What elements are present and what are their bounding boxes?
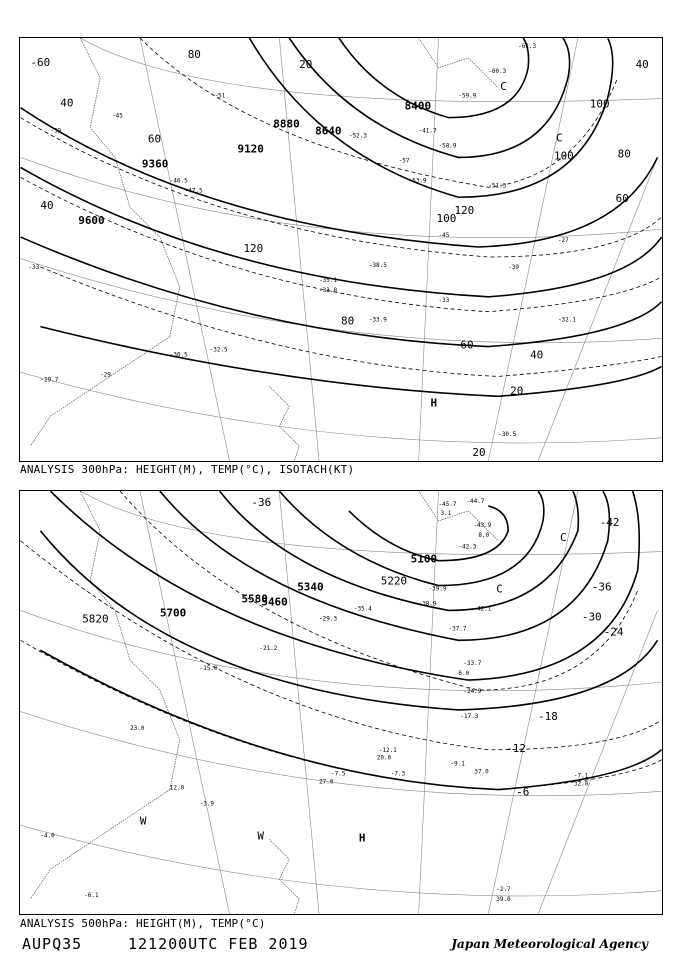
temp-obs-labels [28, 43, 576, 438]
temp-contour-label: -36 [591, 580, 612, 594]
temp-label: -51.3 [488, 182, 507, 190]
temp-contour-label: -30 [581, 610, 602, 624]
temp-label: -51 [214, 92, 226, 100]
obs-label: -45.7 [438, 500, 457, 508]
height-label-8880: 8880 [273, 117, 300, 131]
obs-label: 23.0 [129, 724, 145, 732]
temp-label: -45 [438, 232, 450, 240]
obs-label: -33.7 [463, 660, 482, 668]
isotach-label: 100 [589, 97, 610, 111]
temp-label: -33 [438, 296, 450, 304]
temp-label: -39 [50, 127, 62, 135]
obs-label: -15.0 [199, 665, 218, 673]
obs-label: 3.1 [440, 509, 452, 517]
obs-label: -42.1 [473, 605, 492, 613]
obs-label: -4.0 [40, 832, 55, 840]
isotach-label: 100 [553, 149, 574, 163]
isotach-label: 40 [40, 199, 54, 213]
cold-center: C [559, 530, 567, 544]
obs-label: 39.0 [496, 896, 511, 904]
temp-label: -59.9 [458, 92, 477, 100]
obs-label: 32.0 [573, 780, 589, 788]
height-label-9360: 9360 [141, 157, 169, 171]
height-label-5220: 5220 [380, 574, 408, 588]
temp-label: -60 [30, 55, 51, 69]
height-label-5820: 5820 [82, 612, 109, 626]
high-pressure-center: H [358, 831, 366, 845]
map-panel-500hpa [19, 490, 663, 915]
isotach-label: 80 [187, 47, 201, 61]
obs-label: -17.3 [460, 712, 479, 720]
obs-label: -7.5 [331, 770, 346, 778]
obs-label: 12.0 [169, 784, 185, 792]
temp-label: -61.3 [518, 42, 537, 50]
isotach-label: 40 [635, 57, 649, 71]
temp-label: -39 [508, 263, 519, 271]
isotach-label: 120 [454, 204, 475, 218]
warm-center: W [139, 814, 147, 828]
cold-center: C [496, 582, 503, 596]
obs-label: -7.3 [390, 770, 406, 778]
grid-lines [20, 38, 662, 461]
warm-center: W [257, 829, 264, 843]
caption-300hpa: ANALYSIS 300hPa: HEIGHT(M), TEMP(°C), ISOTACH(KT) [20, 463, 355, 476]
isotach-label: 20 [510, 384, 524, 398]
obs-label: -7.1 [573, 772, 589, 780]
obs-labels [40, 495, 589, 904]
height-label-8640: 8640 [315, 124, 342, 138]
obs-label: -37.7 [448, 625, 467, 633]
height-label-9120: 9120 [237, 142, 264, 156]
temp-label: -47.5 [184, 187, 203, 195]
obs-label: -44.7 [466, 497, 485, 505]
temp-label: -46.5 [169, 177, 188, 185]
obs-label: -39.9 [428, 585, 447, 593]
isotach-label: 60 [147, 132, 162, 146]
temp-label: -38.5 [368, 261, 387, 269]
bulletin-time: 121200UTC FEB 2019 [128, 935, 309, 953]
temp-label: -35.1 [319, 276, 338, 284]
high-pressure-center: H [430, 396, 438, 410]
temp-label: -33.9 [368, 316, 387, 324]
obs-label: -9.1 [450, 760, 465, 768]
temp-label: -30.5 [169, 351, 188, 359]
temp-contour-label: -12 [506, 741, 526, 755]
temp-label: -29 [100, 371, 111, 379]
obs-label: -35.4 [353, 605, 372, 613]
temp-label: -33.8 [319, 286, 338, 294]
agency-name: Japan Meteorological Agency [451, 937, 648, 951]
temp-label: -32.5 [209, 346, 228, 354]
map-300hpa-svg [20, 38, 662, 461]
obs-label: -43.9 [473, 521, 492, 529]
temp-contour-label: -36 [251, 495, 272, 509]
height-label-5100: 5100 [410, 552, 438, 566]
temp-label: -60.3 [488, 67, 507, 75]
temp-label: -32.1 [557, 316, 576, 324]
obs-label: 20.0 [376, 754, 392, 762]
obs-label: -6.1 [84, 892, 99, 900]
temp-label: -33 [28, 263, 40, 271]
temp-contour-label: -42 [599, 515, 620, 529]
obs-label: 27.0 [319, 778, 334, 786]
isotach-label: 40 [60, 96, 74, 110]
bulletin-code: AUPQ35 [22, 935, 83, 953]
temp-label: -52.3 [348, 132, 367, 140]
temp-label: -30.5 [498, 431, 517, 439]
height-label-5580: 5580 [241, 592, 268, 606]
obs-label: -38.9 [418, 600, 437, 608]
temp-contour-label: -24 [603, 625, 624, 639]
temp-label: -29.7 [40, 376, 59, 384]
isotach-label: 40 [530, 348, 544, 362]
temp-label: -57 [398, 157, 410, 165]
height-label-5340: 5340 [297, 580, 324, 594]
isotach-label: 80 [617, 147, 631, 161]
isotach-label: 60 [615, 192, 629, 206]
map-500hpa-svg [20, 491, 662, 914]
temp-label: -41.7 [418, 127, 437, 135]
temp-label: -27 [557, 237, 569, 245]
obs-label: -42.3 [458, 543, 477, 551]
obs-label: 37.0 [474, 768, 489, 776]
temp-label: -45 [112, 112, 123, 120]
isotach-label: 20 [472, 446, 486, 460]
height-label-5700: 5700 [159, 606, 187, 620]
cold-center: C [500, 79, 507, 93]
obs-label: -2.7 [496, 886, 511, 894]
temp-contour-label: -18 [538, 709, 558, 723]
obs-label: -29.3 [319, 615, 338, 623]
temp-contour-label: -6 [516, 785, 530, 799]
obs-label: -12.1 [378, 746, 397, 754]
caption-500hpa: ANALYSIS 500hPa: HEIGHT(M), TEMP(°C) [20, 917, 266, 930]
isotach-label: 100 [436, 212, 457, 226]
obs-label: -21.2 [259, 645, 278, 653]
map-panel-300hpa [19, 37, 663, 462]
obs-label: 8.0 [478, 531, 490, 539]
isotach-label: 80 [341, 314, 355, 328]
temp-label: -58.9 [438, 142, 457, 150]
height-label-9600: 9600 [78, 214, 105, 228]
isotach-label: 60 [460, 338, 474, 352]
obs-label: -24.9 [463, 688, 482, 696]
isotach-label: 20 [299, 57, 313, 71]
obs-label: -3.9 [199, 800, 215, 808]
height-label-8400: 8400 [404, 99, 432, 113]
obs-label: 6.0 [458, 670, 470, 678]
cold-center: C [555, 131, 563, 145]
isotach-label: 120 [243, 241, 264, 255]
height-label-5460: 5460 [261, 595, 288, 609]
temp-label: -53.9 [408, 177, 427, 185]
